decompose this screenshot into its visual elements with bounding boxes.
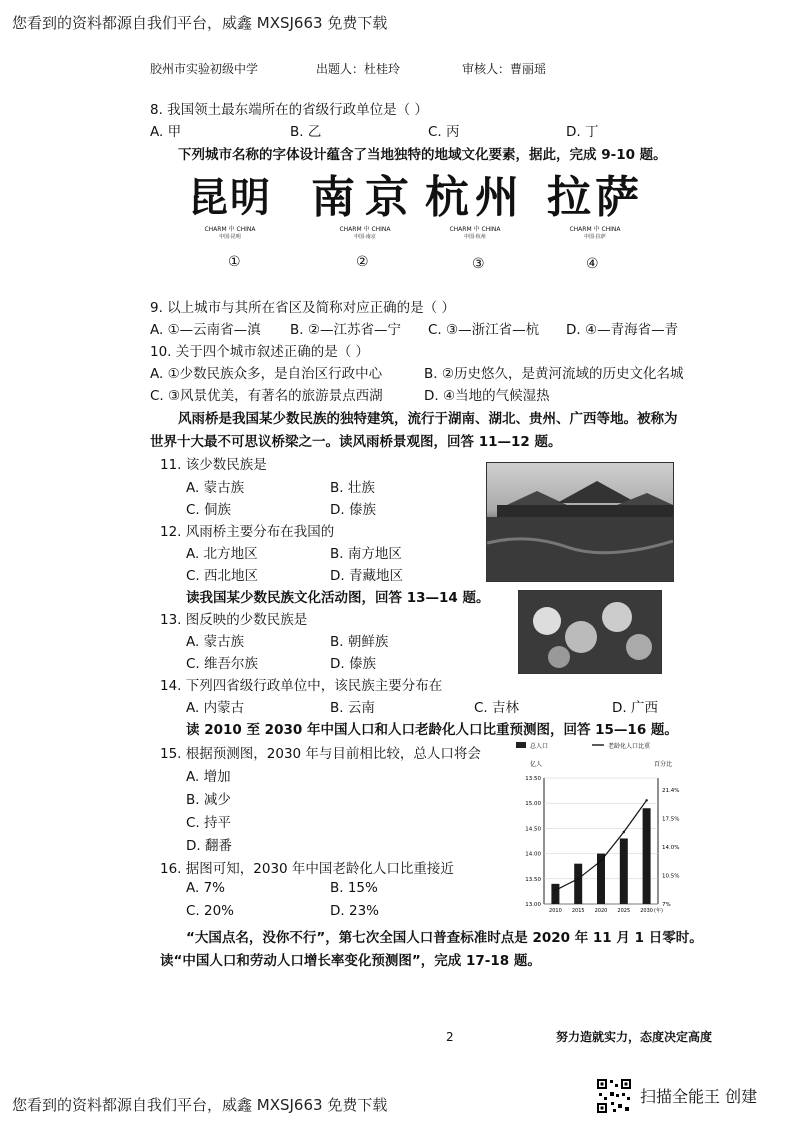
q10-opt-a: A. ①少数民族众多，是自治区行政中心 <box>150 366 383 382</box>
q15-opt-b: B. 减少 <box>186 792 231 808</box>
qr-code-icon <box>596 1078 632 1114</box>
bar-population <box>551 884 559 904</box>
y-left-tick-label: 13.00 <box>525 902 541 908</box>
motto: 努力造就实力，态度决定高度 <box>556 1030 713 1044</box>
page-number: 2 <box>446 1030 454 1044</box>
logo-4-sub: 中国·拉萨 <box>584 234 606 240</box>
q9-opt-b: B. ②—江苏省—宁 <box>290 322 401 338</box>
logo-4-art: 拉萨 <box>547 172 643 223</box>
x-tick-label: 2030 <box>640 908 653 914</box>
q10-stem: 10. 关于四个城市叙述正确的是（ ） <box>150 344 370 360</box>
bridge-illustration <box>487 463 673 581</box>
q12-opt-a: A. 北方地区 <box>186 546 258 562</box>
point-aging-ratio <box>623 831 625 833</box>
y-right-tick-label: 17.5% <box>662 816 680 823</box>
q16-stem: 16. 据图可知，2030 年中国老龄化人口比重接近 <box>160 861 454 877</box>
x-tick-label: 2025 <box>617 908 631 914</box>
q12-opt-c: C. 西北地区 <box>186 568 259 584</box>
logo-4 <box>540 172 650 240</box>
intro-15-16: 读 2010 至 2030 年中国人口和人口老龄化人口比重预测图，回答 15—16 题。 <box>186 722 678 738</box>
q15-stem: 15. 根据预测图，2030 年与目前相比较，总人口将会 <box>160 746 481 762</box>
q9-opt-c: C. ③—浙江省—杭 <box>428 322 540 338</box>
point-aging-ratio <box>600 860 602 862</box>
intro-17-18-line1: “大国点名，没你不行”，第七次全国人口普查标准时点是 2020 年 11 月 1 日零时。 <box>186 930 703 946</box>
logo-3-art: 杭州 <box>425 172 525 223</box>
x-unit-label: (年) <box>654 908 663 914</box>
q13-stem: 13. 图反映的少数民族是 <box>160 612 308 628</box>
y-left-tick-label: 13.50 <box>525 776 541 782</box>
school-name: 胶州市实验初级中学 <box>150 62 259 76</box>
reviewer: 审核人：曹丽瑶 <box>462 62 547 76</box>
q10-opt-b: B. ②历史悠久，是黄河流域的历史文化名城 <box>424 366 684 382</box>
watermark-top: 您看到的资料都源自我们平台，威鑫 MXSJ663 免费下载 <box>12 14 388 32</box>
logo-3-brand: CHARM 中 CHINA <box>449 226 501 233</box>
logo-2-brand: CHARM 中 CHINA <box>339 226 391 233</box>
bar-population <box>643 808 651 904</box>
logo-1-sub: 中国·昆明 <box>219 234 241 240</box>
logo-1-brand: CHARM 中 CHINA <box>204 226 256 233</box>
logo-num-1: ① <box>228 254 241 270</box>
point-aging-ratio <box>645 799 647 801</box>
q15-opt-c: C. 持平 <box>186 815 232 831</box>
dance-illustration <box>519 591 661 673</box>
q8-opt-d: D. 丁 <box>566 124 599 140</box>
logo-4-brand: CHARM 中 CHINA <box>569 226 621 233</box>
q15-opt-a: A. 增加 <box>186 769 231 785</box>
y-left-tick-label: 13.50 <box>525 876 541 883</box>
logo-1-art: 昆明 <box>188 174 272 221</box>
y-right-title: 百分比 <box>654 761 673 768</box>
q16-opt-a: A. 7% <box>186 880 225 896</box>
legend-label-aging: 老龄化人口比重 <box>608 743 651 750</box>
intro-9-10: 下列城市名称的字体设计蕴含了当地独特的地域文化要素，据此，完成 9-10 题。 <box>178 147 667 163</box>
logo-1 <box>185 172 275 240</box>
q13-opt-b: B. 朝鲜族 <box>330 634 389 650</box>
q9-opt-a: A. ①—云南省—滇 <box>150 322 261 338</box>
y-right-tick-label: 21.4% <box>662 788 680 794</box>
y-left-title: 亿人 <box>530 761 543 768</box>
logo-2-sub: 中国·南京 <box>354 234 376 240</box>
population-chart <box>508 738 692 918</box>
point-aging-ratio <box>577 878 579 880</box>
y-right-tick-label: 7% <box>662 902 671 908</box>
q15-opt-d: D. 翻番 <box>186 838 232 854</box>
wind-rain-bridge-photo <box>486 462 674 582</box>
logo-2-art: 南京 <box>311 172 419 223</box>
logo-3-sub: 中国·杭州 <box>464 234 486 240</box>
q8-opt-b: B. 乙 <box>290 124 322 140</box>
watermark-bottom: 您看到的资料都源自我们平台，威鑫 MXSJ663 免费下载 <box>12 1096 388 1114</box>
point-aging-ratio <box>554 889 556 891</box>
q13-opt-d: D. 傣族 <box>330 656 376 672</box>
logo-num-3: ③ <box>472 256 485 272</box>
intro-11-12-line2: 世界十大最不可思议桥梁之一。读风雨桥景观图，回答 11—12 题。 <box>150 434 562 450</box>
x-tick-label: 2020 <box>594 908 608 914</box>
q9-opt-d: D. ④—青海省—青 <box>566 322 679 338</box>
q10-opt-d: D. ④当地的气候湿热 <box>424 388 550 404</box>
x-tick-label: 2015 <box>571 908 585 914</box>
q11-opt-b: B. 壮族 <box>330 480 375 496</box>
q14-opt-c: C. 吉林 <box>474 700 520 716</box>
intro-13-14: 读我国某少数民族文化活动图，回答 13—14 题。 <box>186 590 490 606</box>
q16-opt-d: D. 23% <box>330 903 379 919</box>
bar-population <box>574 864 582 904</box>
q9-stem: 9. 以上城市与其所在省区及简称对应正确的是（ ） <box>150 300 455 316</box>
q10-opt-c: C. ③风景优美，有著名的旅游景点西湖 <box>150 388 383 404</box>
y-left-tick-label: 15.00 <box>525 801 541 808</box>
q14-stem: 14. 下列四省级行政单位中，该民族主要分布在 <box>160 678 443 694</box>
cultural-activity-photo <box>518 590 662 674</box>
q11-stem: 11. 该少数民族是 <box>160 457 267 473</box>
y-right-tick-label: 10.5% <box>662 873 680 880</box>
q12-stem: 12. 风雨桥主要分布在我国的 <box>160 524 335 540</box>
logo-3 <box>420 172 530 240</box>
logo-num-4: ④ <box>586 256 599 272</box>
author: 出题人：杜桂玲 <box>316 62 401 76</box>
q16-opt-c: C. 20% <box>186 903 235 919</box>
y-right-tick-label: 14.0% <box>662 845 680 851</box>
y-left-tick-label: 14.00 <box>525 851 541 858</box>
logo-num-2: ② <box>356 254 369 270</box>
legend-swatch-population <box>516 742 526 748</box>
bar-population <box>620 838 628 904</box>
q14-opt-b: B. 云南 <box>330 700 375 716</box>
intro-11-12-line1: 风雨桥是我国某少数民族的独特建筑，流行于湖南、湖北、贵州、广西等地。被称为 <box>178 411 678 427</box>
q14-opt-d: D. 广西 <box>612 700 658 716</box>
logo-2 <box>290 172 440 240</box>
q14-opt-a: A. 内蒙古 <box>186 700 245 716</box>
scanner-label: 扫描全能王 创建 <box>640 1087 758 1106</box>
x-tick-label: 2010 <box>549 908 562 914</box>
q13-opt-a: A. 蒙古族 <box>186 634 245 650</box>
y-left-tick-label: 14.50 <box>525 826 541 833</box>
legend-label-population: 总人口 <box>530 743 549 750</box>
q8-stem: 8. 我国领土最东端所在的省级行政单位是（ ） <box>150 102 428 118</box>
q12-opt-b: B. 南方地区 <box>330 546 402 562</box>
q11-opt-d: D. 傣族 <box>330 502 376 518</box>
intro-17-18-line2: 读“中国人口和劳动人口增长率变化预测图”，完成 17-18 题。 <box>160 953 541 969</box>
q13-opt-c: C. 维吾尔族 <box>186 656 259 672</box>
q8-opt-a: A. 甲 <box>150 124 182 140</box>
q11-opt-c: C. 侗族 <box>186 502 232 518</box>
q11-opt-a: A. 蒙古族 <box>186 480 245 496</box>
q8-opt-c: C. 丙 <box>428 124 460 140</box>
q16-opt-b: B. 15% <box>330 880 378 896</box>
q12-opt-d: D. 青藏地区 <box>330 568 403 584</box>
